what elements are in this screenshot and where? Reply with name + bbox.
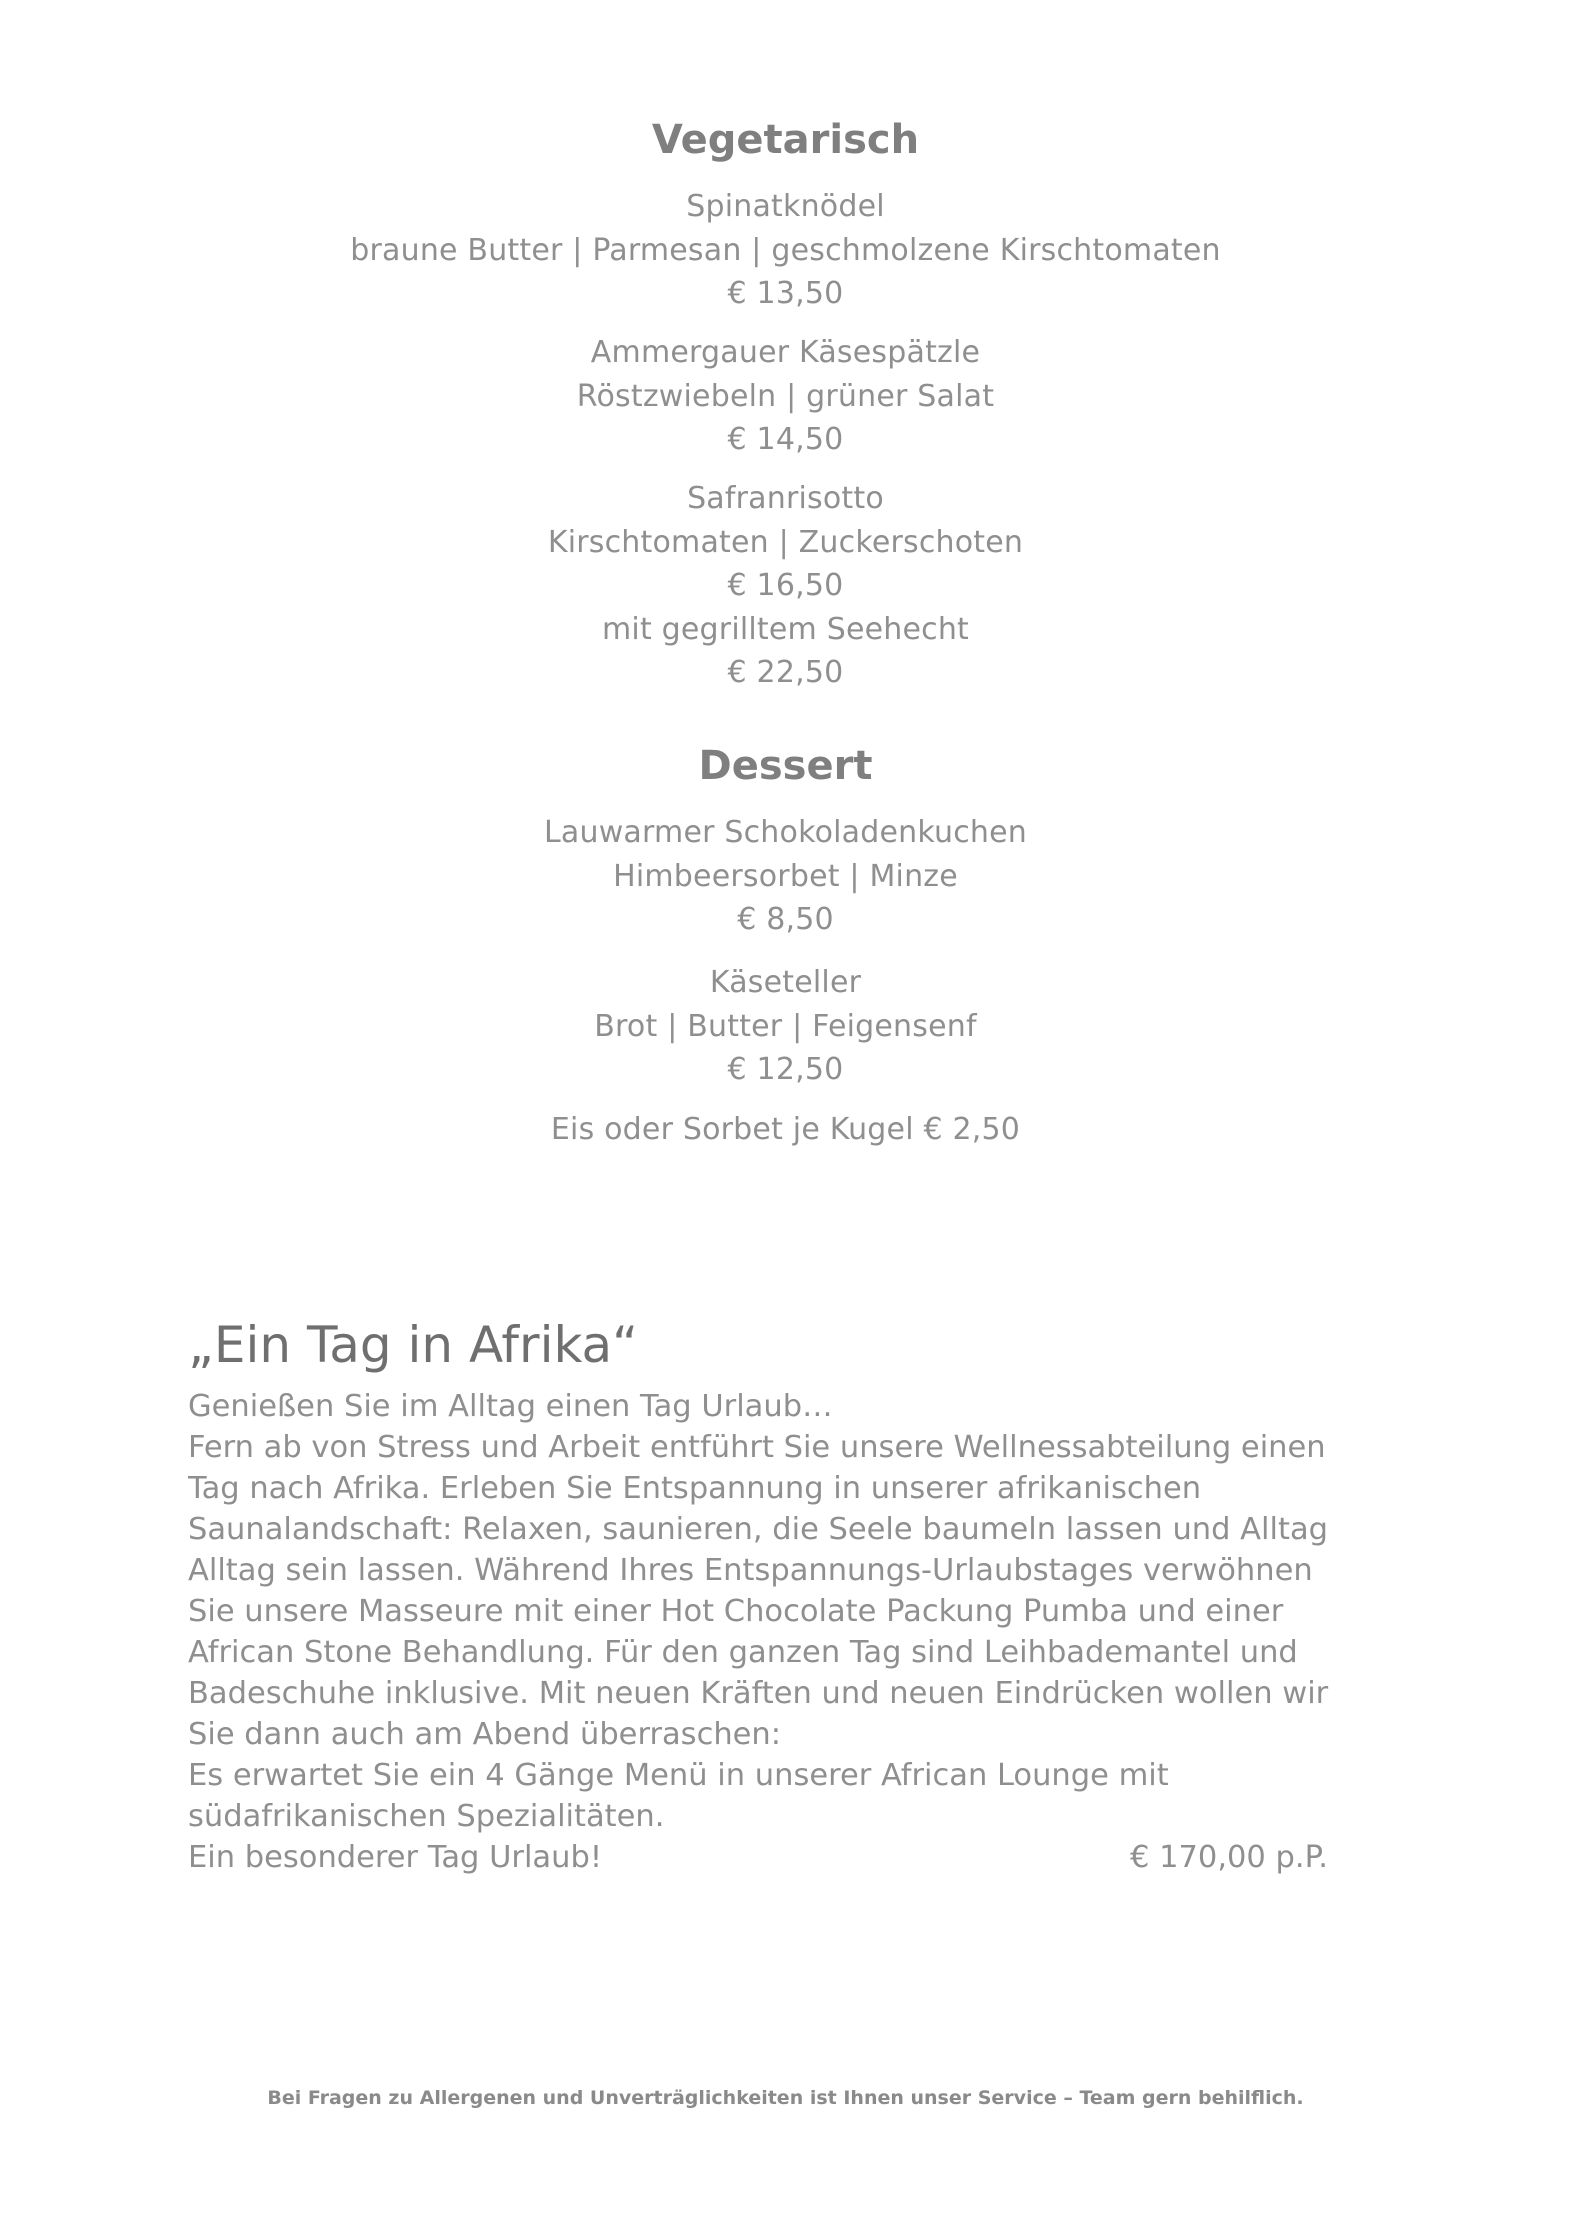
dish-price: € 13,50 <box>727 276 844 311</box>
afrika-title: „Ein Tag in Afrika“ <box>188 1316 639 1374</box>
afrika-section <box>188 1310 1388 1878</box>
dish-sides: Himbeersorbet | Minze <box>613 858 958 894</box>
dish-name: Spinatknödel <box>686 189 885 224</box>
dish-sides: braune Butter | Parmesan | geschmolzene Kirschtomaten <box>350 232 1221 268</box>
ice-line <box>0 1108 1571 1152</box>
afrika-line: Genießen Sie im Alltag einen Tag Urlaub… <box>188 1389 833 1424</box>
section-title-vegetarisch: Vegetarisch <box>651 117 920 163</box>
afrika-line: Alltag sein lassen. Während Ihres Entspannungs-Urlaubstages verwöhnen <box>188 1553 1313 1588</box>
allergen-footer: Bei Fragen zu Allergenen und Unverträglichkeiten ist Ihnen unser Service – Team gern behilflich. <box>267 2087 1304 2109</box>
afrika-closing: Ein besonderer Tag Urlaub! <box>188 1840 603 1875</box>
afrika-line: Saunalandschaft: Relaxen, saunieren, die Seele baumeln lassen und Alltag <box>188 1512 1328 1547</box>
afrika-line: Es erwartet Sie ein 4 Gänge Menü in unserer African Lounge mit <box>188 1758 1169 1793</box>
afrika-line: Fern ab von Stress und Arbeit entführt Sie unsere Wellnessabteilung einen <box>188 1430 1326 1465</box>
dish-extra-price: € 22,50 <box>727 655 844 690</box>
dish-extra: mit gegrilltem Seehecht <box>601 611 970 647</box>
dish-price: € 12,50 <box>727 1052 844 1087</box>
afrika-line: Badeschuhe inklusive. Mit neuen Kräften und neuen Eindrücken wollen wir <box>188 1676 1329 1711</box>
dish-safranrisotto <box>0 477 1571 695</box>
dish-schokoladenkuchen <box>0 811 1571 942</box>
dish-price: € 8,50 <box>737 902 834 937</box>
section-vegetarisch <box>0 112 1571 168</box>
dish-sides: Kirschtomaten | Zuckerschoten <box>547 524 1024 560</box>
dish-name: Käseteller <box>709 965 862 1000</box>
afrika-line: Sie dann auch am Abend überraschen: <box>188 1717 782 1752</box>
dish-price: € 14,50 <box>727 422 844 457</box>
afrika-line: Sie unsere Masseure mit einer Hot Chocolate Packung Pumba und einer <box>188 1594 1284 1629</box>
section-title-dessert: Dessert <box>698 743 873 789</box>
dish-name: Ammergauer Käsespätzle <box>590 335 981 370</box>
afrika-price: € 170,00 p.P. <box>1130 1840 1328 1875</box>
dish-kaesespaetzle <box>0 331 1571 462</box>
ice-text: Eis oder Sorbet je Kugel € 2,50 <box>550 1112 1021 1147</box>
dish-price: € 16,50 <box>727 568 844 603</box>
dish-name: Safranrisotto <box>687 481 884 516</box>
dish-sides: Brot | Butter | Feigensenf <box>594 1008 977 1044</box>
afrika-line: African Stone Behandlung. Für den ganzen Tag sind Leihbademantel und <box>188 1635 1298 1670</box>
section-dessert <box>0 738 1571 794</box>
dish-name: Lauwarmer Schokoladenkuchen <box>543 815 1028 850</box>
afrika-line: Tag nach Afrika. Erleben Sie Entspannung in unserer afrikanischen <box>188 1471 1202 1506</box>
afrika-closing-row <box>188 1837 1388 1878</box>
dish-spinatknoedel <box>0 185 1571 316</box>
dish-kaeseteller <box>0 961 1571 1092</box>
dish-sides: Röstzwiebeln | grüner Salat <box>576 378 995 414</box>
afrika-line: südafrikanischen Spezialitäten. <box>188 1799 665 1834</box>
